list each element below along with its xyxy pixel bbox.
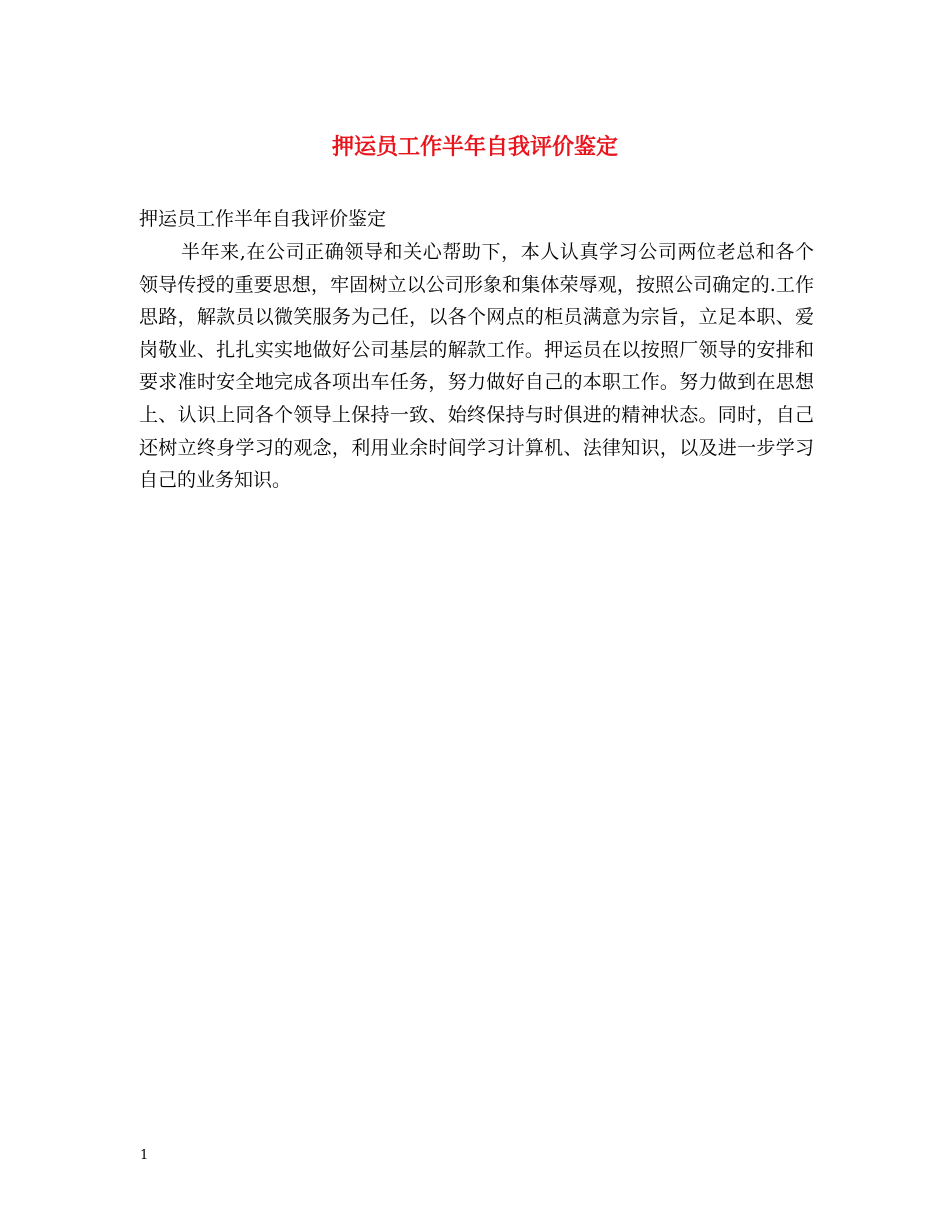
document-title: 押运员工作半年自我评价鉴定 — [331, 134, 618, 160]
body-paragraph: 半年来,在公司正确领导和关心帮助下，本人认真学习公司两位老总和各个领导传授的重要思想，牢固树立以公司形象和集体荣辱观，按照公司确定的.工作思路，解款员以微笑服务为己任，以各个网点的柜员满意为宗旨，立足本职、爱岗敬业、扎扎实实地做好公司基层的解款工作。押运员在以按照厂领导的安排和要求准时安全地完成各项出车任务，努力做好自己的本职工作。努力做到在思想上、认识上同各个领导上保持一致、始终保持与时俱进的精神状态。同时，自己还树立终身学习的观念，利用业余时间学习计算机、法律知识，以及进一步学习自己的业务知识。 — [139, 241, 814, 492]
document-subtitle: 押运员工作半年自我评价鉴定 — [139, 208, 387, 230]
page-number: 1 — [140, 1148, 149, 1163]
